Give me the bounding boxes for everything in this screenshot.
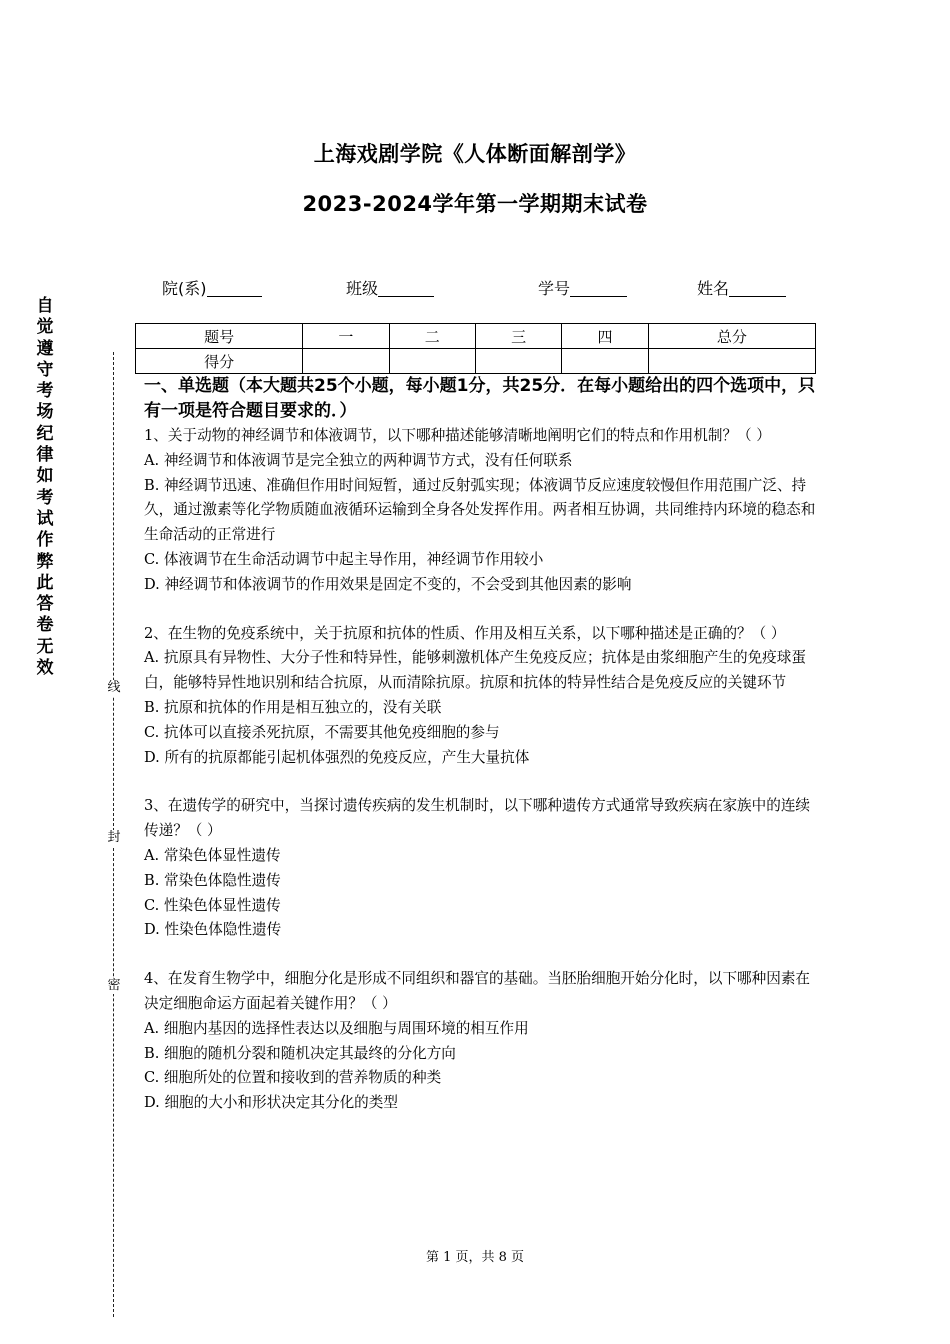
section-heading: 一、单选题（本大题共25个小题，每小题1分，共25分．在每小题给出的四个选项中，只有一项是符合题目要求的．） — [144, 376, 816, 421]
question-option[interactable]: C. 细胞所处的位置和接收到的营养物质的种类 — [144, 1069, 442, 1087]
question-option[interactable]: D. 神经调节和体液调节的作用效果是固定不变的，不会受到其他因素的影响 — [144, 575, 632, 593]
exam-title: 上海戏剧学院《人体断面解剖学》 — [313, 142, 637, 166]
name-label: 姓名 — [697, 279, 730, 298]
score-header-cell: 三 — [475, 324, 561, 349]
question-item — [144, 424, 816, 598]
question-option[interactable]: A. 细胞内基因的选择性表达以及细胞与周围环境的相互作用 — [144, 1019, 529, 1037]
score-table-header-row — [136, 324, 816, 349]
question-option[interactable]: D. 性染色体隐性遗传 — [144, 921, 282, 939]
question-option[interactable]: A. 抗原具有异物性、大分子性和特异性，能够刺激机体产生免疫反应；抗体是由浆细胞产生的免疫球蛋白，能够特异性地识别和结合抗原，从而清除抗原。抗原和抗体的特异性结合是免疫反应的关键环节 — [144, 649, 806, 692]
class-field — [346, 276, 434, 299]
binding-secret-label: 密 — [107, 978, 121, 993]
page-number: 第 1 页，共 8 页 — [425, 1250, 525, 1265]
question-option[interactable]: D. 所有的抗原都能引起机体强烈的免疫反应，产生大量抗体 — [144, 748, 530, 766]
question-option[interactable]: A. 神经调节和体液调节是完全独立的两种调节方式，没有任何联系 — [144, 451, 573, 469]
question-option[interactable]: C. 性染色体显性遗传 — [144, 896, 281, 914]
score-cell[interactable] — [562, 349, 648, 374]
student-id-field — [538, 276, 627, 299]
question-stem: 3、在遗传学的研究中，当探讨遗传疾病的发生机制时，以下哪种遗传方式通常导致疾病在家族中的连续传递？（ ） — [144, 797, 811, 840]
question-option[interactable]: B. 抗原和抗体的作用是相互独立的，没有关联 — [144, 698, 442, 716]
question-option[interactable]: C. 体液调节在生命活动调节中起主导作用，神经调节作用较小 — [144, 550, 544, 568]
exam-subtitle: 2023-2024学年第一学期期末试卷 — [302, 192, 648, 216]
binding-line-label: 线 — [107, 680, 121, 695]
question-option[interactable]: B. 常染色体隐性遗传 — [144, 871, 281, 889]
question-option[interactable]: B. 细胞的随机分裂和随机决定其最终的分化方向 — [144, 1044, 456, 1062]
score-header-cell: 题号 — [136, 324, 303, 349]
score-cell[interactable] — [475, 349, 561, 374]
department-blank[interactable] — [207, 280, 262, 297]
exam-discipline-notice: 自觉遵守考场纪律如考试作弊此答卷无效 — [36, 296, 54, 679]
score-cell[interactable] — [648, 349, 815, 374]
question-stem: 4、在发育生物学中，细胞分化是形成不同组织和器官的基础。当胚胎细胞开始分化时，以下哪种因素在决定细胞命运方面起着关键作用？（ ） — [144, 970, 811, 1012]
department-field — [162, 276, 262, 299]
score-cell[interactable] — [303, 349, 389, 374]
department-label: 院(系) — [162, 279, 207, 298]
question-option[interactable]: D. 细胞的大小和形状决定其分化的类型 — [144, 1094, 398, 1112]
question-item — [144, 622, 816, 771]
exam-content — [144, 374, 816, 1116]
score-header-cell: 二 — [389, 324, 475, 349]
binding-seal-label: 封 — [107, 830, 121, 845]
question-item — [144, 967, 816, 1116]
question-stem: 2、在生物的免疫系统中，关于抗原和抗体的性质、作用及相互关系，以下哪种描述是正确的？（ ） — [144, 624, 786, 642]
class-blank[interactable] — [378, 280, 434, 297]
question-item — [144, 794, 816, 943]
question-option[interactable]: B. 神经调节迅速、准确但作用时间短暂，通过反射弧实现；体液调节反应速度较慢但作用范围广泛、持久，通过激素等化学物质随血液循环运输到全身各处发挥作用。两者相互协调，共同维持内环境的稳态和生命活动的正常进行 — [144, 476, 816, 544]
question-option[interactable]: C. 抗体可以直接杀死抗原，不需要其他免疫细胞的参与 — [144, 723, 500, 741]
score-table — [135, 323, 816, 374]
score-header-cell: 一 — [303, 324, 389, 349]
name-blank[interactable] — [729, 280, 786, 297]
question-stem: 1、关于动物的神经调节和体液调节，以下哪种描述能够清晰地阐明它们的特点和作用机制？（ ） — [144, 427, 771, 444]
score-header-cell: 总分 — [648, 324, 815, 349]
score-row-label: 得分 — [136, 349, 303, 374]
score-table-score-row — [136, 349, 816, 374]
score-cell[interactable] — [389, 349, 475, 374]
student-id-label: 学号 — [538, 279, 571, 298]
name-field — [697, 276, 786, 299]
question-option[interactable]: A. 常染色体显性遗传 — [144, 846, 281, 864]
score-header-cell: 四 — [562, 324, 648, 349]
student-id-blank[interactable] — [570, 280, 627, 297]
class-label: 班级 — [346, 279, 379, 298]
